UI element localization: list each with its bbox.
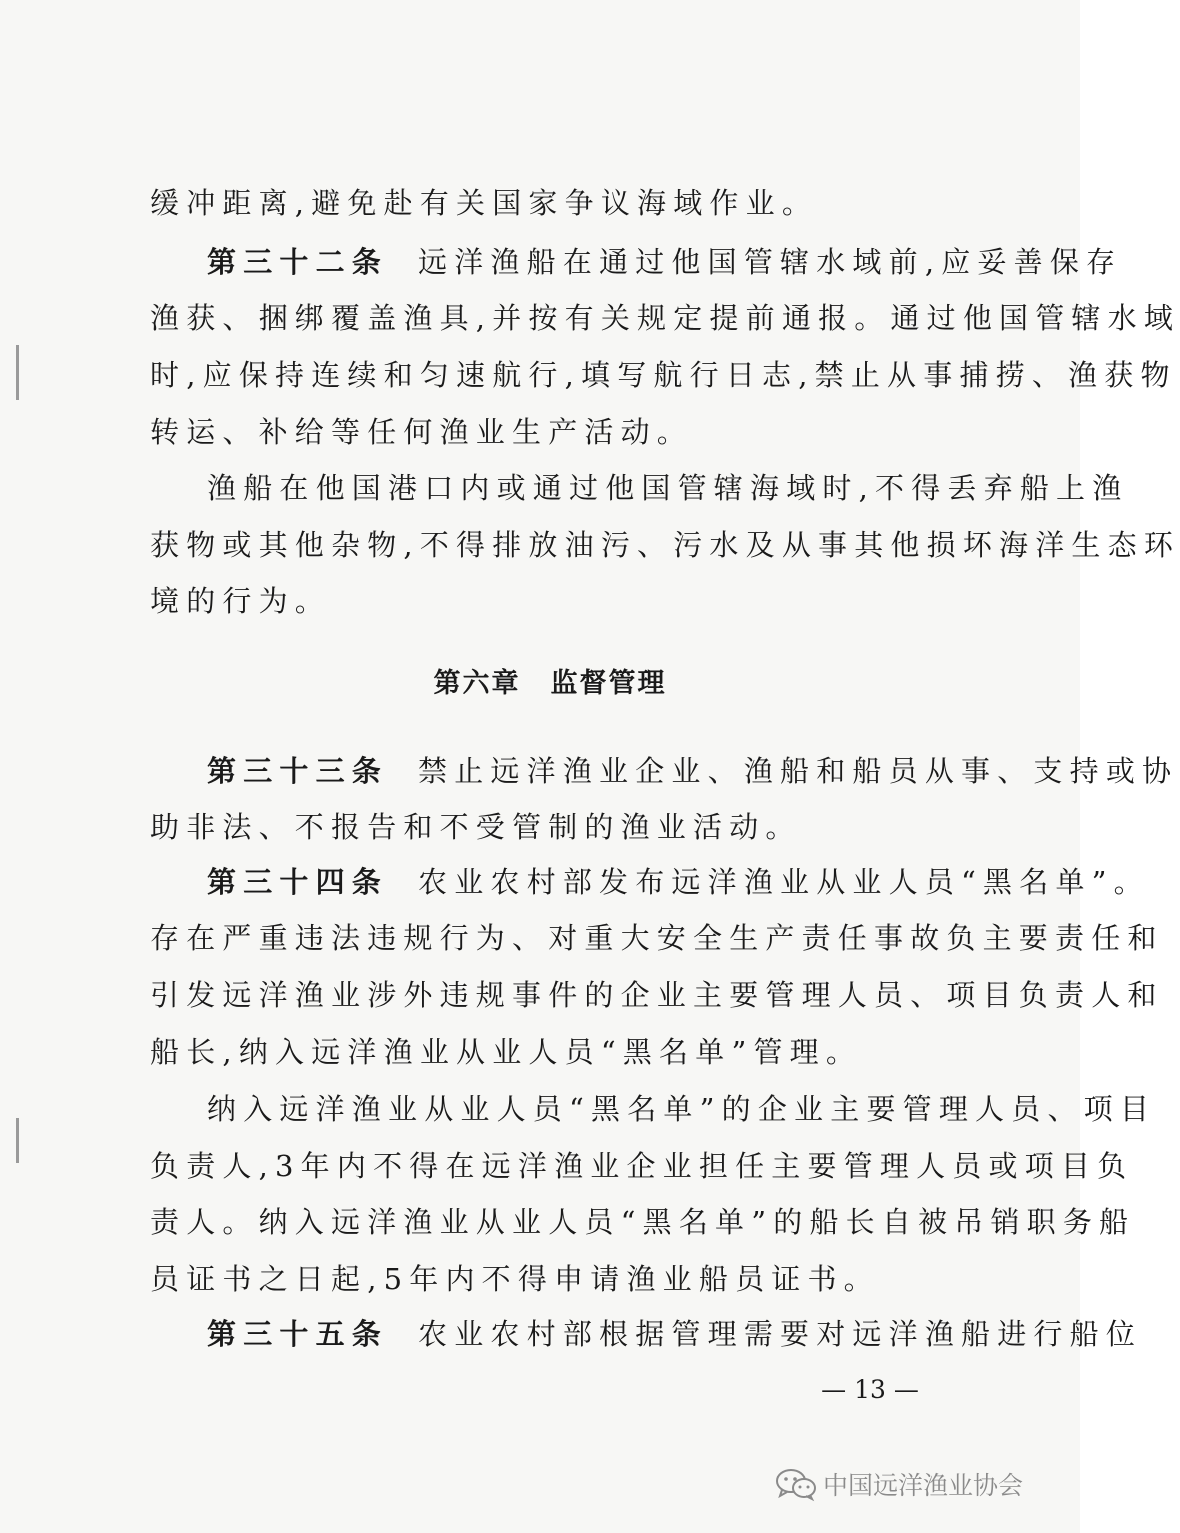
wechat-icon [775, 1467, 817, 1501]
article-heading: 第三十五条 [207, 1317, 389, 1351]
article-line: 第三十三条 禁止远洋渔业企业、渔船和船员从事、支持或协 [207, 754, 1179, 788]
article-line: 第三十五条 农业农村部根据管理需要对远洋渔船进行船位 [207, 1317, 1143, 1351]
text-line: 引发远洋渔业涉外违规事件的企业主要管理人员、项目负责人和 [150, 978, 1164, 1012]
text-line: 缓冲距离,避免赴有关国家争议海域作业。 [150, 186, 819, 220]
watermark-text: 中国远洋渔业协会 [823, 1471, 1024, 1500]
text-line: 渔获、捆绑覆盖渔具,并按有关规定提前通报。通过他国管辖水域 [150, 301, 1180, 335]
text-line: 获物或其他杂物,不得排放油污、污水及从事其他损坏海洋生态环 [150, 528, 1180, 562]
article-heading: 第三十二条 [207, 245, 389, 279]
text-line: 转运、补给等任何渔业生产活动。 [150, 415, 694, 449]
article-heading: 第三十四条 [207, 865, 389, 899]
text-line: 境的行为。 [150, 584, 332, 618]
text-line: 船长,纳入远洋渔业从业人员“黑名单”管理。 [150, 1035, 863, 1069]
text-line: 存在严重违法违规行为、对重大安全生产责任事故负主要责任和 [150, 921, 1164, 955]
binding-mark [16, 345, 19, 400]
text-line: 责人。纳入远洋渔业从业人员“黑名单”的船长自被吊销职务船 [150, 1205, 1136, 1239]
article-heading: 第三十三条 [207, 754, 389, 788]
page-number: — 13 — [821, 1375, 919, 1404]
text-line: 时,应保持连续和匀速航行,填写航行日志,禁止从事捕捞、渔获物 [150, 358, 1177, 392]
article-line: 第三十二条 远洋渔船在通过他国管辖水域前,应妥善保存 [207, 245, 1123, 279]
article-line: 第三十四条 农业农村部发布远洋渔业从业人员“黑名单”。 [207, 865, 1150, 899]
binding-mark [16, 1118, 19, 1163]
chapter-heading: 第六章 监督管理 [433, 668, 667, 699]
text-line: 员证书之日起,5年内不得申请渔业船员证书。 [150, 1262, 880, 1296]
watermark [775, 1462, 1023, 1506]
text-line: 助非法、不报告和不受管制的渔业活动。 [150, 810, 802, 844]
text-line: 负责人,3年内不得在远洋渔业企业担任主要管理人员或项目负 [150, 1149, 1134, 1183]
text-line: 纳入远洋渔业从业人员“黑名单”的企业主要管理人员、项目 [207, 1092, 1157, 1126]
text-line: 渔船在他国港口内或通过他国管辖海域时,不得丢弃船上渔 [207, 471, 1129, 505]
